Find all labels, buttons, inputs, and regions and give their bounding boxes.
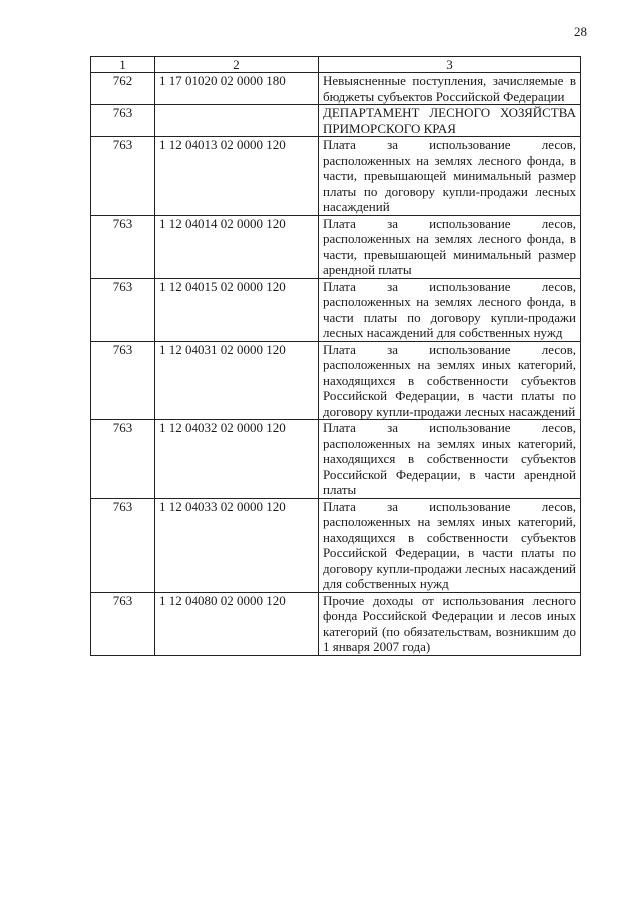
budget-code-cell: 1 12 04032 02 0000 120 — [155, 420, 319, 499]
table-row — [91, 137, 581, 216]
budget-code-cell: 1 12 04013 02 0000 120 — [155, 137, 319, 216]
budget-code-cell: 1 12 04015 02 0000 120 — [155, 278, 319, 341]
column-header-1: 1 — [91, 57, 155, 73]
table-row — [91, 420, 581, 499]
column-header-3: 3 — [319, 57, 581, 73]
table-row — [91, 498, 581, 592]
admin-code-cell: 763 — [91, 215, 155, 278]
revenue-name-cell: Невыясненные поступления, зачисляемые в бюджеты субъектов Российской Федерации — [319, 73, 581, 105]
admin-code-cell: 763 — [91, 592, 155, 655]
admin-code-cell: 763 — [91, 498, 155, 592]
revenue-name-cell: Прочие доходы от использования лесного фонда Российской Федерации и лесов иных категорий (по обязательствам, возникшим до 1 января 2007 года) — [319, 592, 581, 655]
table-row — [91, 215, 581, 278]
budget-code-cell: 1 12 04080 02 0000 120 — [155, 592, 319, 655]
table-row — [91, 105, 581, 137]
revenue-name-cell: Плата за использование лесов, расположенных на землях лесного фонда, в части, превышающей минимальный размер платы по договору купли-продажи лесных насаждений — [319, 137, 581, 216]
table-row — [91, 73, 581, 105]
budget-code-cell: 1 12 04033 02 0000 120 — [155, 498, 319, 592]
revenue-name-cell: Плата за использование лесов, расположенных на землях лесного фонда, в части платы по договору купли-продажи лесных насаждений для собственных нужд — [319, 278, 581, 341]
budget-code-cell — [155, 105, 319, 137]
admin-code-cell: 763 — [91, 420, 155, 499]
budget-code-cell: 1 12 04031 02 0000 120 — [155, 341, 319, 420]
budget-code-cell: 1 17 01020 02 0000 180 — [155, 73, 319, 105]
table-row — [91, 278, 581, 341]
admin-code-cell: 762 — [91, 73, 155, 105]
table-header-row — [91, 57, 581, 73]
admin-code-cell: 763 — [91, 137, 155, 216]
table-row — [91, 592, 581, 655]
page-number: 28 — [574, 24, 587, 39]
admin-code-cell: 763 — [91, 341, 155, 420]
revenue-name-cell: Плата за использование лесов, расположенных на землях иных категорий, находящихся в собственности субъектов Российской Федерации, в части платы по договору купли-продажи лесных насаждений — [319, 341, 581, 420]
column-header-2: 2 — [155, 57, 319, 73]
table-row — [91, 341, 581, 420]
department-name-cell: ДЕПАРТАМЕНТ ЛЕСНОГО ХОЗЯЙСТВА ПРИМОРСКОГО КРАЯ — [319, 105, 581, 137]
revenue-name-cell: Плата за использование лесов, расположенных на землях иных категорий, находящихся в собственности субъектов Российской Федерации, в части арендной платы — [319, 420, 581, 499]
budget-code-cell: 1 12 04014 02 0000 120 — [155, 215, 319, 278]
revenue-name-cell: Плата за использование лесов, расположенных на землях лесного фонда, в части, превышающей минимальный размер арендной платы — [319, 215, 581, 278]
admin-code-cell: 763 — [91, 105, 155, 137]
admin-code-cell: 763 — [91, 278, 155, 341]
revenue-codes-table — [90, 56, 581, 656]
revenue-name-cell: Плата за использование лесов, расположенных на землях иных категорий, находящихся в собственности субъектов Российской Федерации, в части платы по договору купли-продажи лесных насаждений для собственных нужд — [319, 498, 581, 592]
